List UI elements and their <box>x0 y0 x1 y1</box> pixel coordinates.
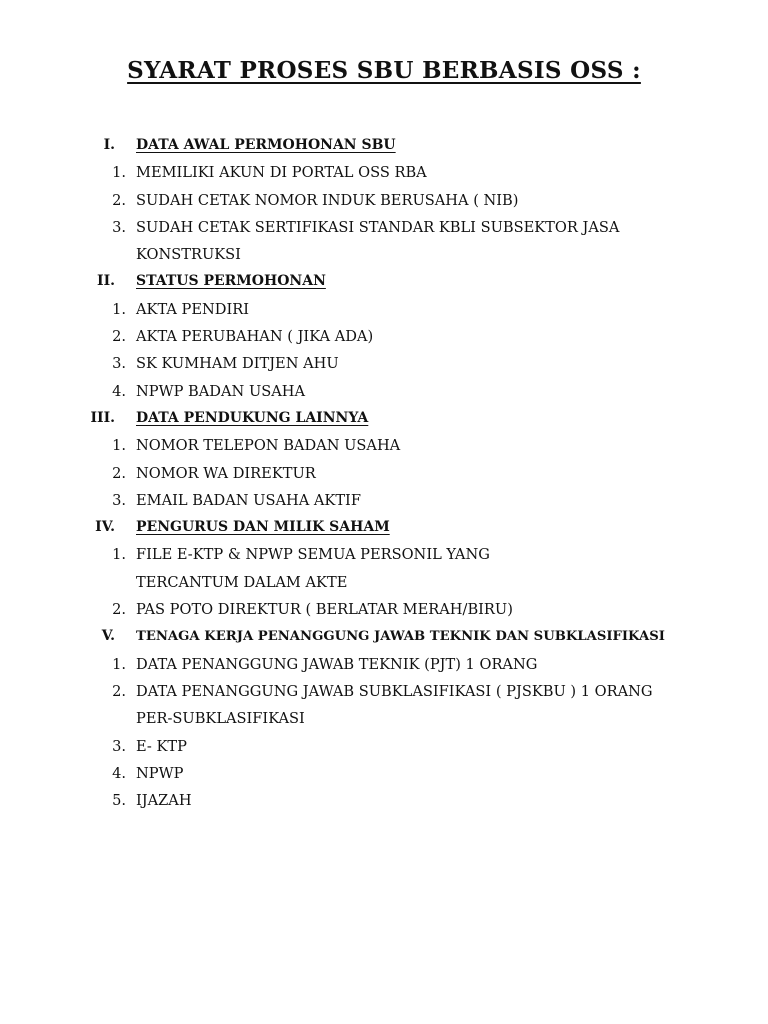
list-item-number: 4. <box>112 764 126 782</box>
list-item-text: SK KUMHAM DITJEN AHU <box>136 355 339 373</box>
section-data-pendukung <box>0 405 768 514</box>
list-item-number: 1. <box>112 300 126 318</box>
list-item-text: AKTA PERUBAHAN ( JIKA ADA) <box>136 328 374 346</box>
list-item-number: 1. <box>112 164 126 182</box>
list-item-text: SUDAH CETAK NOMOR INDUK BERUSAHA ( NIB) <box>136 191 519 209</box>
section-numeral: V. <box>101 628 115 645</box>
section-heading: DATA AWAL PERMOHONAN SBU <box>136 137 396 153</box>
list-item <box>0 787 768 814</box>
section-tenaga-kerja <box>0 623 768 814</box>
list-item-number: 2. <box>112 464 126 482</box>
section-header <box>0 132 768 159</box>
list-item-number: 3. <box>112 737 126 755</box>
list-item <box>0 678 768 733</box>
list-item-number: 5. <box>112 792 126 810</box>
list-item-text: FILE E-KTP & NPWP SEMUA PERSONIL YANG TERCANTUM DALAM AKTE <box>136 546 490 591</box>
section-heading: DATA PENDUKUNG LAINNYA <box>136 409 369 426</box>
list-item <box>0 596 768 623</box>
section-heading: TENAGA KERJA PENANGGUNG JAWAB TEKNIK DAN SUBKLASIFIKASI <box>136 629 665 645</box>
list-item-number: 2. <box>112 328 126 346</box>
list-item <box>0 378 768 405</box>
list-item-number: 3. <box>112 218 126 236</box>
section-status-permohonan <box>0 268 768 404</box>
list-item-number: 1. <box>112 437 126 455</box>
list-item-number: 4. <box>112 382 126 400</box>
list-item-text: NOMOR WA DIREKTUR <box>136 464 316 482</box>
list-item-text: IJAZAH <box>136 792 192 810</box>
list-item <box>0 460 768 487</box>
list-item <box>0 733 768 760</box>
section-heading: PENGURUS DAN MILIK SAHAM <box>136 519 390 536</box>
section-numeral: II. <box>97 273 115 290</box>
list-item <box>0 760 768 787</box>
list-item-text: E- KTP <box>136 737 187 755</box>
list-item-number: 1. <box>112 546 126 564</box>
section-pengurus <box>0 514 768 623</box>
section-heading: STATUS PERMOHONAN <box>136 273 326 290</box>
list-item <box>0 541 768 596</box>
section-numeral: III. <box>90 409 115 426</box>
list-item <box>0 214 768 269</box>
section-header <box>0 514 768 541</box>
document-content <box>0 132 768 814</box>
list-item <box>0 296 768 323</box>
list-item-text: NPWP <box>136 764 184 782</box>
list-item-number: 2. <box>112 601 126 619</box>
list-item-number: 2. <box>112 191 126 209</box>
list-item-text: PAS POTO DIREKTUR ( BERLATAR MERAH/BIRU) <box>136 601 513 619</box>
document-title-text: SYARAT PROSES SBU BERBASIS OSS : <box>127 57 641 84</box>
list-item-text: NPWP BADAN USAHA <box>136 382 306 400</box>
list-item <box>0 487 768 514</box>
list-item-text: DATA PENANGGUNG JAWAB TEKNIK (PJT) 1 ORANG <box>136 655 538 673</box>
section-numeral: IV. <box>95 519 115 536</box>
list-item <box>0 323 768 350</box>
list-item-text: EMAIL BADAN USAHA AKTIF <box>136 491 361 509</box>
list-item-number: 2. <box>112 682 126 700</box>
list-item-text: DATA PENANGGUNG JAWAB SUBKLASIFIKASI ( PJSKBU ) 1 ORANG PER-SUBKLASIFIKASI <box>136 682 653 728</box>
list-item-number: 1. <box>112 655 126 673</box>
list-item-text: AKTA PENDIRI <box>136 300 250 318</box>
section-data-awal <box>0 132 768 268</box>
list-item-text: NOMOR TELEPON BADAN USAHA <box>136 437 401 455</box>
list-item <box>0 159 768 186</box>
document-title <box>0 56 768 86</box>
list-item <box>0 432 768 459</box>
list-item <box>0 350 768 377</box>
section-numeral: I. <box>103 137 115 153</box>
list-item-text: MEMILIKI AKUN DI PORTAL OSS RBA <box>136 164 427 182</box>
list-item-number: 3. <box>112 491 126 509</box>
list-item <box>0 187 768 214</box>
section-header <box>0 268 768 295</box>
section-header <box>0 623 768 650</box>
section-header <box>0 405 768 432</box>
list-item-text: SUDAH CETAK SERTIFIKASI STANDAR KBLI SUBSEKTOR JASA KONSTRUKSI <box>136 218 620 264</box>
list-item <box>0 651 768 678</box>
list-item-number: 3. <box>112 355 126 373</box>
